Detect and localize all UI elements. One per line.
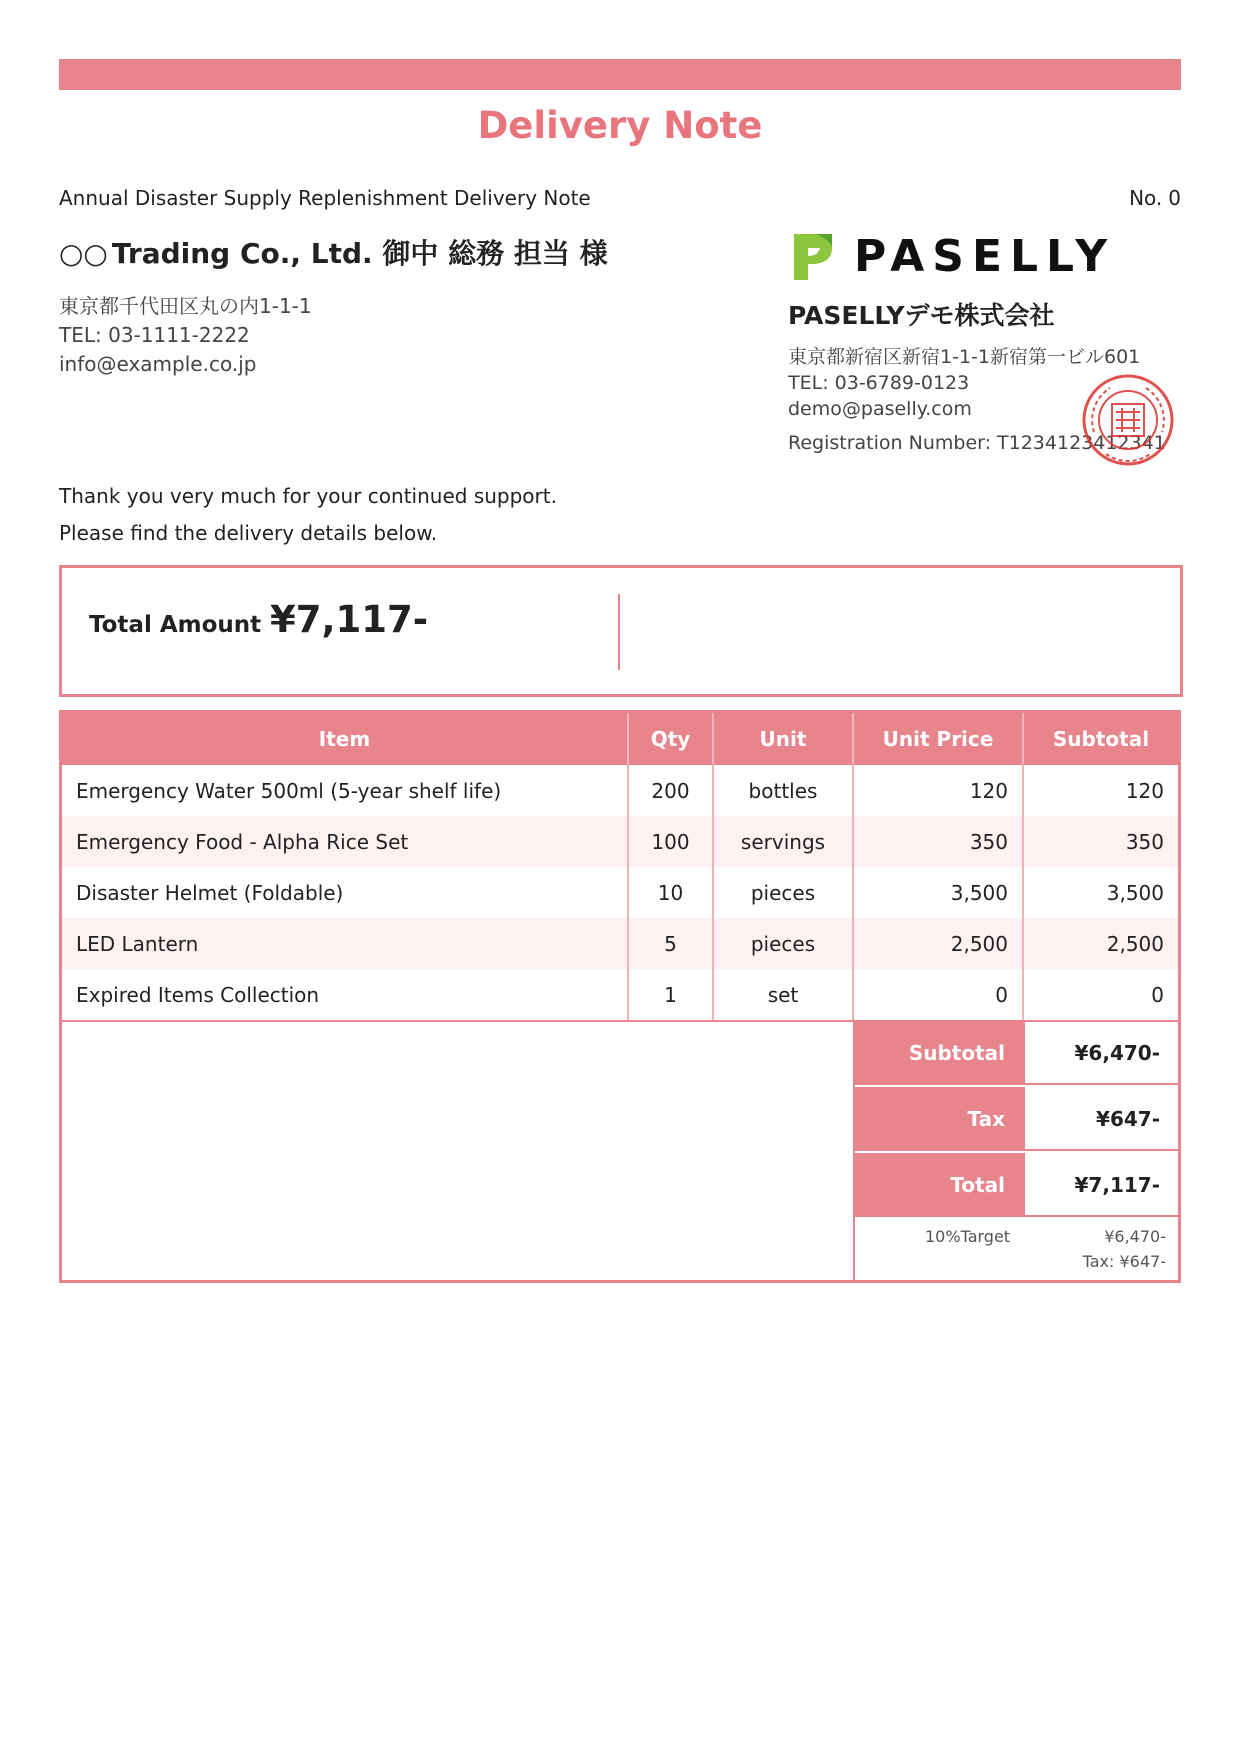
document-subject: Annual Disaster Supply Replenishment Delivery Note bbox=[59, 186, 591, 210]
cell-unit: pieces bbox=[713, 918, 853, 969]
registration-label: Registration Number: bbox=[788, 432, 992, 454]
cell-subtotal: 3,500 bbox=[1106, 880, 1164, 905]
summary-subtotal-label: Subtotal bbox=[855, 1021, 1023, 1085]
document-number-label: No. bbox=[1129, 186, 1163, 210]
table-header-row bbox=[62, 713, 1178, 765]
document-title: Delivery Note bbox=[477, 104, 763, 147]
cell-unit: bottles bbox=[713, 765, 853, 816]
summary-tax-label: Tax bbox=[855, 1087, 1023, 1151]
summary-subtotal-value: ¥6,470- bbox=[1023, 1021, 1178, 1085]
tax-target-tax: Tax: ¥647- bbox=[1082, 1252, 1166, 1271]
company-logo bbox=[788, 230, 1115, 284]
summary-tax-row bbox=[855, 1087, 1178, 1151]
cell-qty: 200 bbox=[628, 765, 713, 816]
cell-item: Expired Items Collection bbox=[62, 969, 628, 1021]
tax-breakdown bbox=[855, 1219, 1178, 1277]
recipient-company: Trading Co., Ltd. 御中 総務 担当 様 bbox=[111, 237, 608, 270]
summary-subtotal-row bbox=[855, 1021, 1178, 1085]
items-table-container bbox=[59, 710, 1181, 1283]
document-number-value: 0 bbox=[1168, 186, 1181, 210]
registration-value: T1234123412341 bbox=[997, 432, 1166, 454]
header-unit-price: Unit Price bbox=[853, 713, 1023, 765]
greeting-line-1: Thank you very much for your continued support. bbox=[59, 484, 557, 508]
cell-item: Emergency Water 500ml (5-year shelf life) bbox=[62, 765, 628, 816]
total-amount-value: ¥7,117- bbox=[270, 598, 429, 641]
cell-unit-price: 2,500 bbox=[853, 918, 1023, 969]
header-item: Item bbox=[62, 713, 628, 765]
header-qty: Qty bbox=[628, 713, 713, 765]
cell-subtotal: 2,500 bbox=[1023, 918, 1178, 969]
table-row bbox=[62, 969, 1178, 1021]
cell-qty: 1 bbox=[628, 969, 713, 1021]
recipient-name bbox=[59, 232, 608, 272]
header-unit: Unit bbox=[713, 713, 853, 765]
table-row bbox=[62, 918, 1178, 969]
summary-tax-value: ¥647- bbox=[1023, 1087, 1178, 1151]
recipient-email: info@example.co.jp bbox=[59, 352, 257, 376]
cell-item: Disaster Helmet (Foldable) bbox=[62, 867, 628, 918]
cell-qty: 100 bbox=[628, 816, 713, 867]
cell-unit-price: 350 bbox=[853, 816, 1023, 867]
header-subtotal: Subtotal bbox=[1023, 713, 1178, 765]
table-row bbox=[62, 816, 1178, 867]
cell-subtotal: 120 bbox=[1125, 778, 1164, 803]
greeting-line-2: Please find the delivery details below. bbox=[59, 521, 438, 545]
cell-unit-price: 0 bbox=[853, 969, 1023, 1021]
leaf-logo-icon bbox=[788, 230, 838, 284]
tax-target-label: 10%Target bbox=[925, 1227, 1011, 1246]
table-row bbox=[62, 867, 1178, 918]
tax-target-value: ¥6,470- bbox=[1104, 1227, 1166, 1246]
cell-unit-price: 120 bbox=[853, 765, 1023, 816]
greeting bbox=[59, 478, 557, 552]
cell-qty: 10 bbox=[628, 867, 713, 918]
summary-area bbox=[62, 1021, 1178, 1280]
sender-company: PASELLYデモ株式会社 bbox=[788, 301, 1055, 330]
recipient-address: 東京都千代田区丸の内1-1-1 bbox=[59, 294, 312, 318]
summary-total-value: ¥7,117- bbox=[1023, 1153, 1178, 1217]
document-number bbox=[1123, 186, 1181, 210]
cell-subtotal: 0 bbox=[1023, 969, 1178, 1021]
recipient-mark: ○○ bbox=[59, 237, 108, 270]
sender-address: 東京都新宿区新宿1-1-1新宿第一ビル601 bbox=[788, 346, 1141, 368]
items-table bbox=[62, 713, 1178, 1022]
cell-subtotal: 350 bbox=[1023, 816, 1178, 867]
summary-total-label: Total bbox=[855, 1153, 1023, 1217]
cell-unit: pieces bbox=[713, 867, 853, 918]
cell-unit: servings bbox=[713, 816, 853, 867]
cell-qty: 5 bbox=[628, 918, 713, 969]
header-accent-bar bbox=[59, 59, 1181, 90]
cell-item: Emergency Food - Alpha Rice Set bbox=[62, 816, 628, 867]
company-seal-icon bbox=[1080, 372, 1176, 468]
table-row bbox=[62, 765, 1178, 816]
total-amount-box bbox=[59, 565, 1183, 697]
cell-item: LED Lantern bbox=[62, 918, 628, 969]
cell-unit: set bbox=[713, 969, 853, 1021]
cell-unit-price: 3,500 bbox=[853, 867, 1023, 918]
sender-email: demo@paselly.com bbox=[788, 398, 972, 420]
recipient-info bbox=[59, 292, 312, 379]
recipient-tel: TEL: 03-1111-2222 bbox=[59, 323, 250, 347]
sender-tel: TEL: 03-6789-0123 bbox=[788, 372, 970, 394]
total-amount-label: Total Amount bbox=[89, 612, 262, 638]
logo-wordmark: PASELLY bbox=[854, 231, 1116, 282]
total-divider bbox=[618, 594, 620, 670]
summary-total-row bbox=[855, 1153, 1178, 1217]
